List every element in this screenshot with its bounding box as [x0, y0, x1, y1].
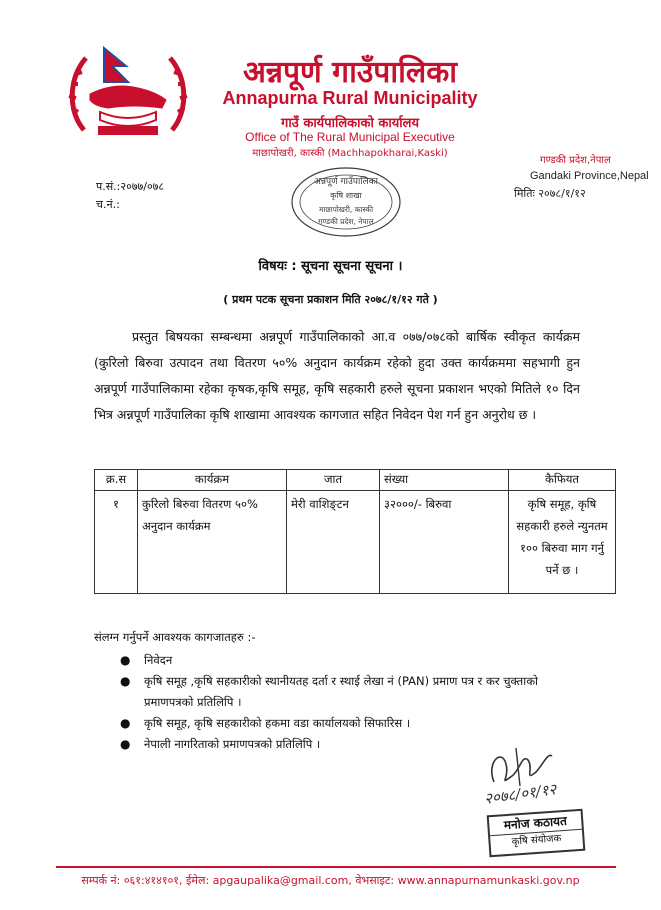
- notice-subject: विषयः : सूचना सूचना सूचना ।: [258, 259, 403, 274]
- header-quantity: संख्या: [380, 470, 509, 491]
- cell-program: कुरिलो बिरुवा वितरण ५०% अनुदान कार्यक्रम: [138, 491, 287, 594]
- list-item: [120, 713, 540, 734]
- province-nepali: गण्डकी प्रदेश,नेपाल: [540, 155, 611, 166]
- attachment-text: निवेदन: [144, 653, 173, 667]
- attachments-heading: संलग्न गर्नुपर्ने आवश्यक कागजातहरु :-: [94, 630, 256, 644]
- footer-divider: [56, 866, 616, 868]
- municipality-name-english: Annapurna Rural Municipality: [222, 88, 478, 108]
- signatory-name: मनोज कठायत: [489, 811, 582, 836]
- cell-remarks: कृषि समूह, कृषि सहकारी हरुले न्युनतम १०० बिरुवा माग गर्नु पर्ने छ ।: [509, 491, 616, 594]
- office-name-english: Office of The Rural Municipal Executive: [245, 130, 455, 144]
- office-name-nepali: गाउँ कार्यपालिकाको कार्यालय: [281, 116, 419, 131]
- list-item: [120, 650, 540, 671]
- signatory-title: कृषि संयोजक: [511, 833, 562, 848]
- header-variety: जात: [287, 470, 380, 491]
- seal-line-3: माछापोखरी, कास्की: [318, 205, 374, 214]
- cell-serial: १: [95, 491, 138, 594]
- signatory-stamp: [487, 809, 586, 858]
- letter-date: मितिः २०७८/१/१२: [514, 187, 586, 200]
- bullet-icon: ●: [120, 653, 131, 667]
- municipality-emblem: [64, 42, 192, 142]
- reference-number: प.सं.:२०७७/०७८: [96, 180, 165, 193]
- list-item: [120, 671, 540, 713]
- program-table: [94, 469, 616, 594]
- cell-quantity: ३२०००/- बिरुवा: [380, 491, 509, 594]
- attachment-text: कृषि समूह ,कृषि सहकारीको स्थानीयतह दर्ता र स्थाई लेखा नं (PAN) प्रमाण पत्र र कर चुक्ताको प्रमाणपत्रको प्रतिलिपि ।: [144, 674, 539, 709]
- bullet-icon: ●: [120, 674, 131, 688]
- province-english: Gandaki Province,Nepal: [530, 170, 649, 182]
- header-serial: क्र.स: [95, 470, 138, 491]
- table-row: [95, 491, 616, 594]
- attachment-text: नेपाली नागरिताको प्रमाणपत्रको प्रतिलिपि ।: [144, 737, 321, 751]
- header-program: कार्यक्रम: [138, 470, 287, 491]
- header-remarks: कैफियत: [509, 470, 616, 491]
- seal-line-2: कृषि शाखा: [330, 191, 362, 200]
- agriculture-section-seal: [286, 164, 406, 240]
- emblem-hands: [100, 112, 156, 126]
- bullet-icon: ●: [120, 716, 131, 730]
- notice-body: प्रस्तुत बिषयका सम्बन्धमा अन्नपूर्ण गाउँपालिकाको आ.व ०७७/०७८को बार्षिक स्वीकृत कार्यक्रम (कुरिलो बिरुवा उत्पादन तथा वितरण ५०% अनुदान कार्यक्रम रहेको हुदा उक्त कार्यक्रममा सहभागी हुन अन्नपूर्ण गाउँपालिकामा रहेका कृषक,कृषि समूह, कृषि सहकारी हरुले सूचना प्रकाशन भएको मितिले १० दिन भित्र अन्नपूर्ण गाउँपालिका कृषि शाखामा आवश्यक कागजात सहित निवेदन पेश गर्न हुन अनुरोध छ ।: [94, 329, 580, 422]
- attachment-text: कृषि समूह, कृषि सहकारीको हकमा वडा कार्यालयको सिफारिस ।: [144, 716, 411, 730]
- signature-date: २०७८/०१/१२: [483, 780, 558, 808]
- seal-line-4: गण्डकी प्रदेश, नेपाल: [318, 217, 374, 226]
- emblem-map: [90, 86, 166, 108]
- publication-note: ( प्रथम पटक सूचना प्रकाशन मिति २०७८/१/१२ गते ): [223, 293, 438, 306]
- municipality-name-nepali: अन्नपूर्ण गाउँपालिका: [242, 55, 458, 90]
- emblem-flag: [104, 48, 128, 82]
- office-address: माछापोखरी, कास्की (Machhapokharai,Kaski): [252, 148, 448, 159]
- attachments-list: [120, 650, 540, 755]
- footer-contact: सम्पर्क नं: ०६१:४१४१०१, ईमेल: apgaupalika@gmail.com, वेभसाइट: www.annapurnamunkaski.gov.np: [81, 874, 580, 887]
- dispatch-number: च.नं.:: [96, 198, 120, 211]
- bullet-icon: ●: [120, 737, 131, 751]
- seal-line-1: अन्नपूर्ण गाउँपालिका: [314, 177, 378, 187]
- cell-variety: मेरी वाशिङ्टन: [287, 491, 380, 594]
- emblem-ribbon: [98, 126, 158, 135]
- table-header-row: [95, 470, 616, 491]
